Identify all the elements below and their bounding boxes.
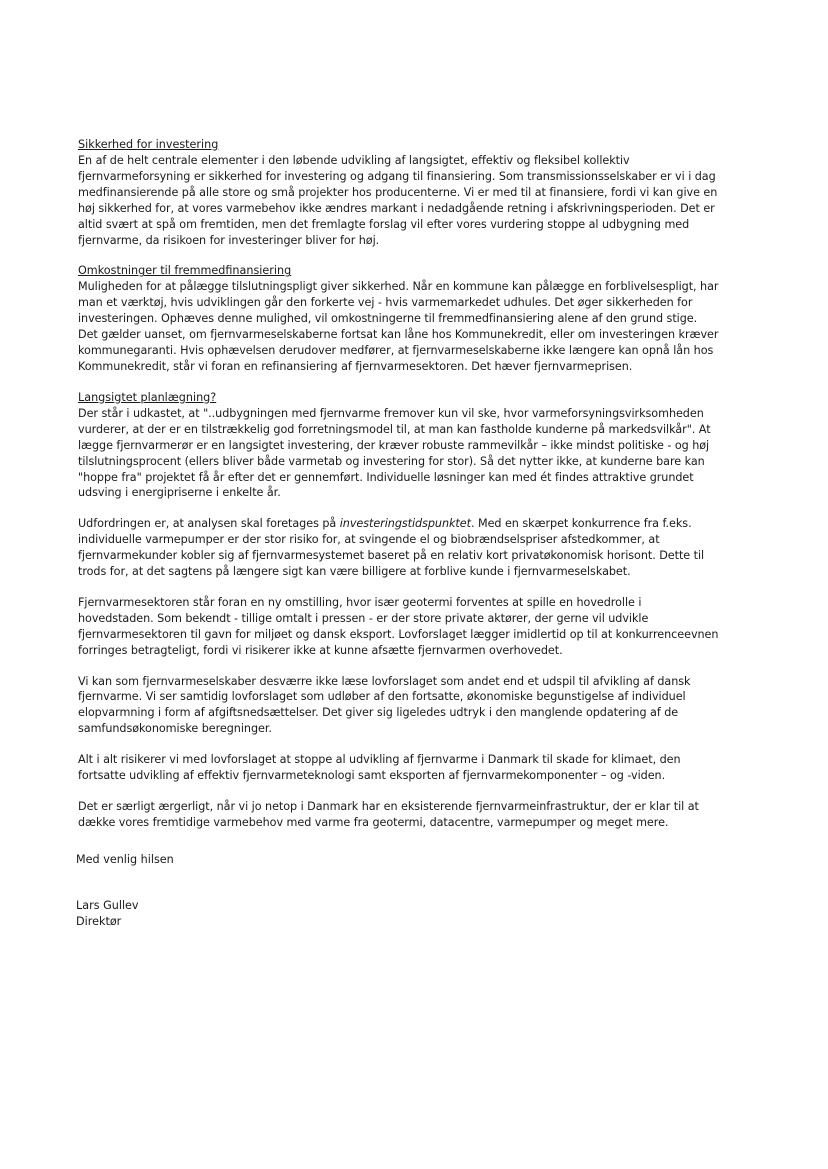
body-paragraph: Det er særligt ærgerligt, når vi jo netop i Danmark har en eksisterende fjernvarmeinfrastruktur, der er klar til at dække vores fremtidige varmebehov med varme fra geotermi, datacentre, varmepumper og meget mere. [78, 800, 699, 829]
body-paragraph [78, 516, 720, 580]
section-paragraph: Muligheden for at pålægge tilslutningspligt giver sikkerhed. Når en kommune kan pålægge en forblivelsespligt, har man et værktøj, hvis udviklingen går den forkerte vej - hvis varmemarkedet udhules. Det øger sikkerheden for investeringen. Ophæves denne mulighed, vil omkostningerne til fremmedfinansiering alene af den grund stige. Det gælder uanset, om fjernvarmeselskaberne fortsat kan låne hos Kommunekredit, eller om investeringen kræver kommunegaranti. Hvis ophævelsen derudover medfører, at fjernvarmeselskaberne ikke længere kan opnå lån hos Kommunekredit, står vi foran en refinansiering af fjernvarmesektoren. Det hæver fjernvarmeprisen. [78, 280, 719, 373]
signature-block [76, 898, 139, 930]
paragraph-text: Udfordringen er, at analysen skal foretages på [78, 517, 340, 531]
section-external-financing-costs [78, 263, 720, 374]
body-paragraph: Alt i alt risikerer vi med lovforslaget at stoppe al udvikling af fjernvarme i Danmark til skade for klimaet, den fortsatte udvikling af effektiv fjernvarmeteknologi samt eksporten af fjernvarmekomponenter – og -viden. [78, 753, 681, 783]
section-paragraph: En af de helt centrale elementer i den løbende udvikling af langsigtet, effektiv og fleksibel kollektiv fjernvarmeforsyning er sikkerhed for investering og adgang til finansiering. Som transmissionsselskaber er vi i dag medfinansierende på alle store og små projekter hos producenterne. Vi er med til at finansiere, fordi vi kan give en høj sikkerhed for, at vores varmebehov ikke ændres markant i nedadgående retning i afskrivningsperioden. Det er altid svært at spå om fremtiden, men det fremlagte forslag vil efter vores vurdering stoppe al udbygning med fjernvarme, da risikoen for investeringer bliver for høj. [78, 154, 718, 247]
section-heading: Langsigtet planlægning? [78, 390, 217, 404]
section-paragraph: Der står i udkastet, at "..udbygningen med fjernvarme fremover kun vil ske, hvor varmeforsyningsvirksomheden vurderer, at der er en tilstrækkelig god forretningsmodel til, at man kan fastholde kunderne på markedsvilkår". At lægge fjernvarmerør er en langsigtet investering, der kræver robuste rammevilkår – ikke mindst politiske - og høj tilslutningsprocent (ellers bliver både varmetab og investering for stor). Så det nytter ikke, at kunderne bare kan "hoppe fra" projektet få år efter det er gennemført. Individuelle løsninger kan med ét findes attraktive grundet udsving i energipriserne i enkelte år. [78, 406, 711, 500]
paragraph-transition [78, 595, 720, 659]
letter-body [78, 137, 720, 846]
section-heading: Omkostninger til fremmedfinansiering [78, 264, 292, 278]
body-paragraph: Vi kan som fjernvarmeselskaber desværre ikke læse lovforslaget som andet end et udspil til afvikling af dansk fjernvarme. Vi ser samtidig lovforslaget som udløber af den fortsatte, økonomiske begunstigelse af individuel elopvarmning i form af afgiftsnedsættelser. Det giver sig ligeledes udtryk i den manglende opdatering af de samfundsøkonomiske beregninger. [78, 674, 691, 736]
paragraph-challenge [78, 516, 720, 580]
body-paragraph: Fjernvarmesektoren står foran en ny omstilling, hvor især geotermi forventes at spille en hovedrolle i hovedstaden. Som bekendt - tillige omtalt i pressen - er der store private aktører, der gerne vil udvikle fjernvarmesektoren til gavn for miljøet og dansk eksport. Lovforslaget lægger imidlertid op til at konkurrenceevnen forringes betragteligt, fordi vi risikerer ikke at kunne afsætte fjernvarmen overhovedet. [78, 595, 719, 657]
paragraph-summary [78, 752, 720, 784]
closing-salutation: Med venlig hilsen [76, 853, 174, 866]
section-long-term-planning [78, 390, 720, 501]
section-investment-security [78, 137, 720, 248]
signer-name: Lars Gullev [76, 899, 139, 912]
section-heading: Sikkerhed for investering [78, 138, 219, 151]
emphasis-text: investeringstidspunktet [339, 517, 471, 531]
paragraph-dismantling [78, 674, 720, 738]
paragraph-text: . Med en skærpet konkurrence fra f.eks. individuelle varmepumper er der stor risiko for, at svingende el og biobrændselspriser afstedkommer, at fjernvarmekunder kobler sig af fjernvarmesystemet baseret på en relativ kort privatøkonomisk horisont. Dette til trods for, at det sagtens på længere sigt kan være billigere at forblive kunde i fjernvarmeselskabet. [78, 517, 705, 579]
paragraph-regret [78, 799, 720, 831]
signer-title: Direktør [76, 915, 122, 928]
